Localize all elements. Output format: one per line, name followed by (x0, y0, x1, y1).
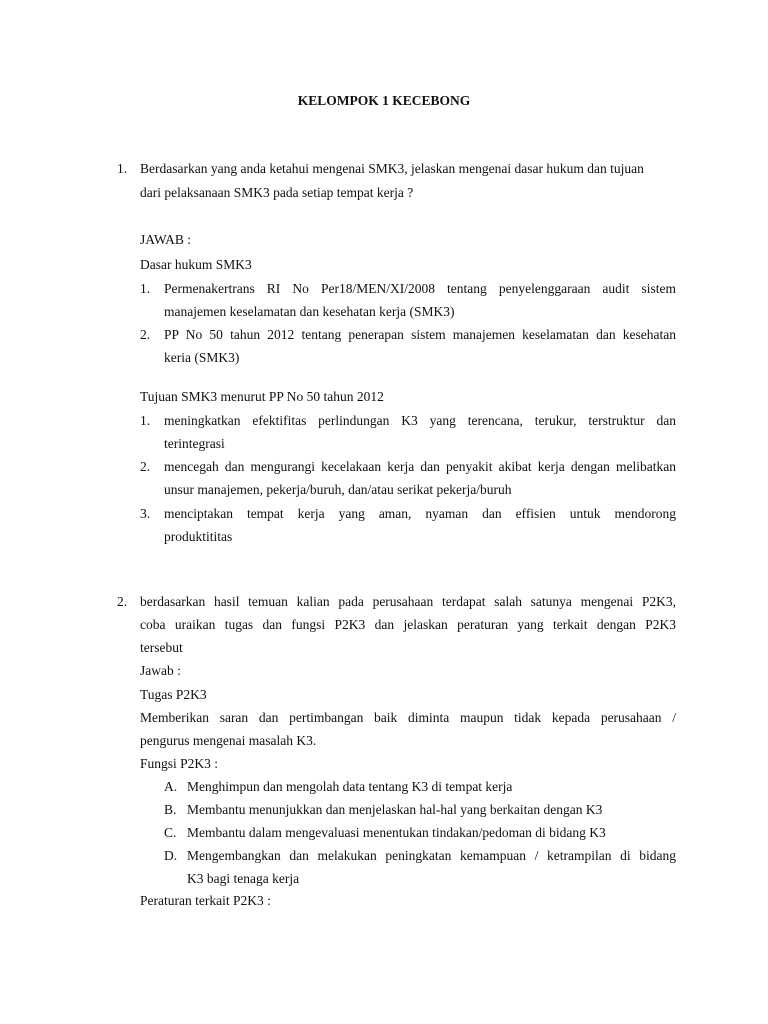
question-1-text-line-2: dari pelaksanaan SMK3 pada setiap tempat kerja ? (140, 185, 414, 200)
dasar-hukum-heading: Dasar hukum SMK3 (140, 257, 252, 272)
tujuan-item-3-line-2: produktititas (164, 529, 233, 544)
tujuan-item-1-line-1: meningkatkan efektifitas perlindungan K3 yang terencana, terukur, terstruktur dan (164, 413, 676, 428)
dasar-item-2-line-2: keria (SMK3) (164, 350, 240, 365)
dasar-item-2-number: 2. (140, 327, 151, 342)
fungsi-item-c-letter: C. (164, 825, 177, 840)
dasar-item-1-line-2: manajemen keselamatan dan kesehatan kerja (SMK3) (164, 304, 455, 319)
question-2-text-line-3: tersebut (140, 640, 183, 655)
peraturan-heading: Peraturan terkait P2K3 : (140, 893, 271, 908)
tujuan-item-1-line-2: terintegrasi (164, 436, 225, 451)
tujuan-item-2-line-2: unsur manajemen, pekerja/buruh, dan/atau serikat pekerja/buruh (164, 482, 512, 497)
tujuan-heading: Tujuan SMK3 menurut PP No 50 tahun 2012 (140, 389, 384, 404)
dasar-item-1-number: 1. (140, 281, 151, 296)
fungsi-item-d-line-1: Mengembangkan dan melakukan peningkatan kemampuan / ketrampilan di bidang (187, 848, 676, 863)
document-title: KELOMPOK 1 KECEBONG (297, 93, 471, 108)
question-1-text-line-1: Berdasarkan yang anda ketahui mengenai SMK3, jelaskan mengenai dasar hukum dan tujuan (140, 161, 644, 176)
tujuan-item-3-line-1: menciptakan tempat kerja yang aman, nyaman dan effisien untuk mendorong (164, 506, 676, 521)
fungsi-item-b-letter: B. (164, 802, 177, 817)
question-1-number: 1. (117, 161, 128, 176)
fungsi-item-d-letter: D. (164, 848, 178, 863)
tugas-text-line-1: Memberikan saran dan pertimbangan baik diminta maupun tidak kepada perusahaan / (140, 710, 676, 725)
tujuan-item-2-line-1: mencegah dan mengurangi kecelakaan kerja dan penyakit akibat kerja dengan melibatkan (164, 459, 676, 474)
fungsi-item-c-text: Membantu dalam mengevaluasi menentukan tindakan/pedoman di bidang K3 (187, 825, 606, 840)
question-2-text-line-2: coba uraikan tugas dan fungsi P2K3 dan jelaskan peraturan yang terkait dengan P2K3 (140, 617, 676, 632)
question-2-text-line-1: berdasarkan hasil temuan kalian pada perusahaan terdapat salah satunya mengenai P2K3, (140, 594, 676, 609)
question-1-jawab-label: JAWAB : (140, 232, 192, 247)
dasar-item-1-line-1: Permenakertrans RI No Per18/MEN/XI/2008 tentang penyelenggaraan audit sistem (164, 281, 676, 296)
question-2-number: 2. (117, 594, 128, 609)
dasar-item-2-line-1: PP No 50 tahun 2012 tentang penerapan sistem manajemen keselamatan dan kesehatan (164, 327, 676, 342)
fungsi-item-b-text: Membantu menunjukkan dan menjelaskan hal-hal yang berkaitan dengan K3 (187, 802, 603, 817)
tujuan-item-2-number: 2. (140, 459, 151, 474)
tujuan-item-3-number: 3. (140, 506, 151, 521)
fungsi-item-a-letter: A. (164, 779, 178, 794)
fungsi-item-a-text: Menghimpun dan mengolah data tentang K3 di tempat kerja (187, 779, 513, 794)
tugas-heading: Tugas P2K3 (140, 687, 207, 702)
fungsi-item-d-line-2: K3 bagi tenaga kerja (187, 871, 300, 886)
tugas-text-line-2: pengurus mengenai masalah K3. (140, 733, 317, 748)
fungsi-heading: Fungsi P2K3 : (140, 756, 219, 771)
question-2-jawab-label: Jawab : (140, 663, 181, 678)
tujuan-item-1-number: 1. (140, 413, 151, 428)
